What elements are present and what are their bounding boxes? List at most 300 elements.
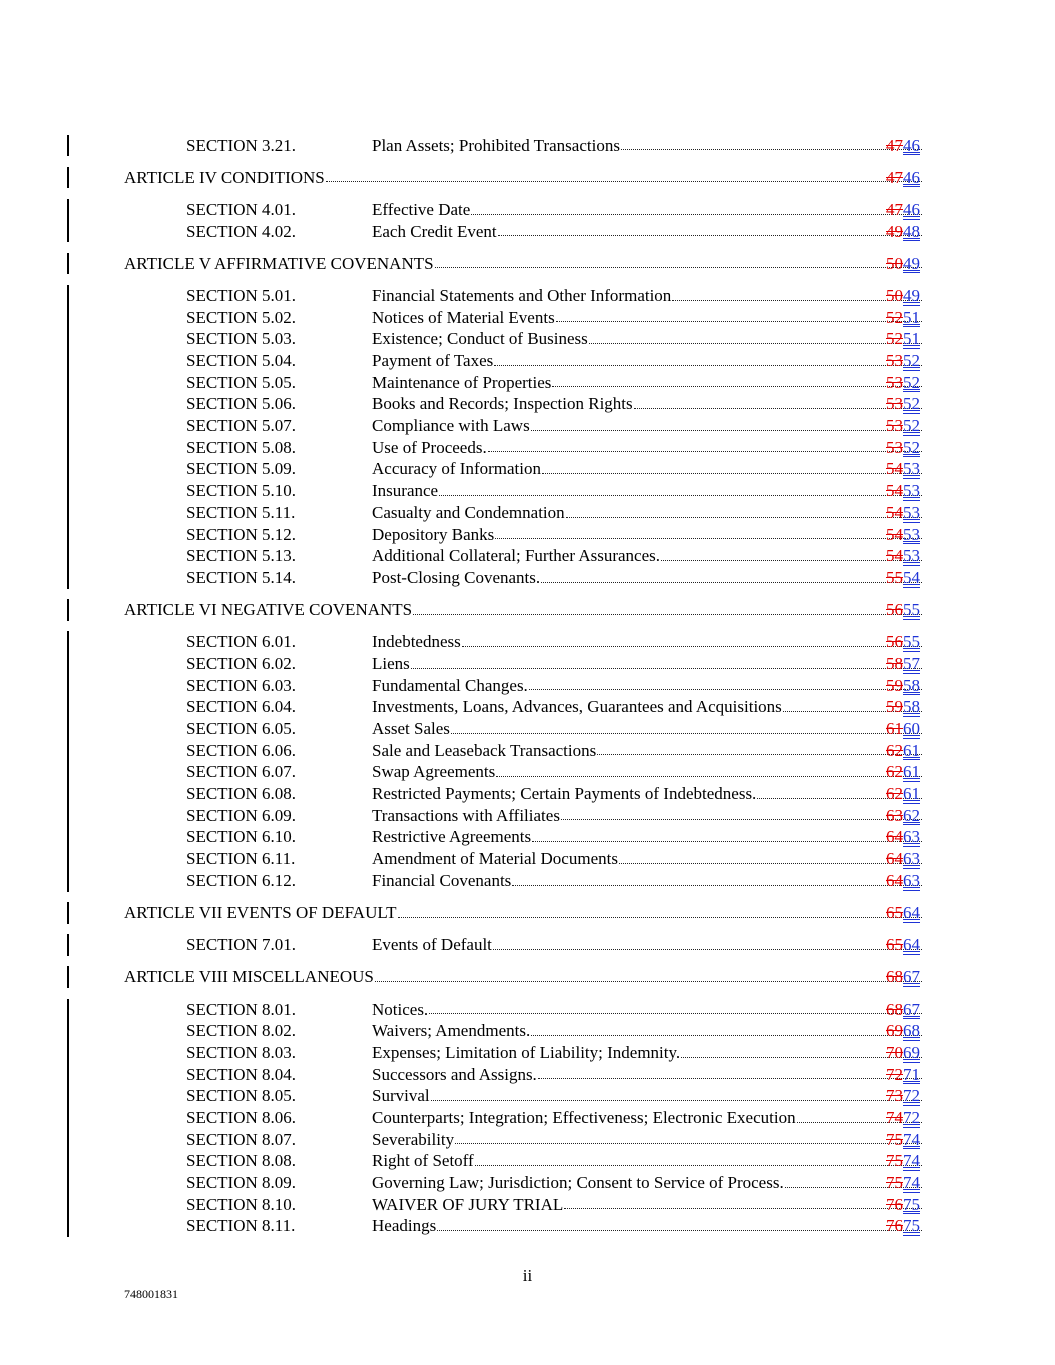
toc-section-row [0, 524, 1055, 546]
page-reference[interactable] [886, 135, 926, 157]
title-leader [372, 740, 923, 762]
deleted-page-number: 64 [886, 849, 903, 869]
section-number: SECTION 5.11. [186, 502, 296, 522]
section-title: Restrictive Agreements [372, 827, 532, 847]
dot-leader [462, 642, 922, 647]
article-title: ARTICLE VII EVENTS OF DEFAULT [124, 903, 397, 922]
section-title: Asset Sales [372, 719, 450, 738]
title-leader [372, 1129, 923, 1151]
dot-leader [435, 263, 922, 268]
toc-section-row [0, 696, 1055, 718]
change-bar [67, 902, 69, 924]
title-leader [372, 135, 923, 157]
section-number: SECTION 8.06. [186, 1108, 297, 1127]
title-leader [124, 253, 923, 275]
inserted-page-number[interactable]: 55 [903, 600, 920, 620]
page-reference[interactable] [886, 253, 926, 275]
dot-leader [621, 145, 922, 150]
title-leader [372, 653, 923, 675]
change-bar [67, 934, 69, 956]
title-leader [372, 675, 923, 697]
title-leader [124, 599, 923, 621]
page-reference[interactable] [886, 902, 926, 924]
inserted-page-number[interactable]: 74 [903, 1151, 920, 1171]
inserted-page-number[interactable]: 52 [903, 351, 920, 370]
toc-article-row [0, 966, 1055, 988]
dot-leader [556, 317, 922, 322]
inserted-page-number[interactable]: 63 [903, 849, 920, 869]
toc-section-row [0, 415, 1055, 437]
page-reference[interactable] [886, 696, 926, 718]
deleted-page-number: 76 [886, 1194, 903, 1214]
inserted-page-number[interactable]: 53 [903, 524, 920, 544]
title-leader [372, 870, 923, 892]
dot-leader [413, 610, 922, 615]
deleted-page-number: 53 [886, 351, 903, 370]
page-reference[interactable] [886, 740, 926, 762]
page-reference[interactable] [886, 675, 926, 697]
inserted-page-number[interactable]: 67 [903, 967, 920, 987]
table-of-contents [0, 124, 1055, 1237]
section-number: SECTION 8.08. [186, 1151, 297, 1171]
inserted-page-number[interactable]: 53 [903, 481, 920, 501]
section-title: Plan Assets; Prohibited Transactions [372, 135, 620, 155]
toc-section-row [0, 545, 1055, 567]
page-reference[interactable] [886, 1064, 926, 1086]
title-leader [372, 372, 923, 394]
inserted-page-number[interactable]: 53 [903, 459, 920, 479]
deleted-page-number: 75 [886, 1129, 903, 1149]
section-title: Casualty and Condemnation [372, 502, 565, 522]
change-bar [67, 210, 69, 242]
deleted-page-number: 64 [886, 870, 903, 890]
toc-section-row [0, 826, 1055, 848]
title-leader [372, 718, 923, 740]
page-reference[interactable] [886, 1172, 926, 1194]
dot-leader [531, 426, 922, 431]
section-number: SECTION 6.07. [186, 762, 297, 782]
deleted-page-number: 61 [886, 719, 903, 738]
dot-leader [566, 513, 922, 518]
inserted-page-number[interactable]: 72 [903, 1086, 920, 1106]
deleted-page-number: 54 [886, 502, 903, 522]
page-reference[interactable] [886, 653, 926, 675]
section-number: SECTION 6.11. [186, 849, 296, 869]
section-title: Notices of Material Events [372, 307, 555, 327]
toc-article-row [0, 599, 1055, 621]
change-bar [67, 1205, 69, 1237]
inserted-page-number[interactable]: 49 [903, 253, 920, 273]
deleted-page-number: 65 [886, 903, 903, 922]
article-title: ARTICLE IV CONDITIONS [124, 167, 325, 187]
inserted-page-number[interactable]: 52 [903, 437, 920, 457]
inserted-page-number[interactable]: 61 [903, 784, 920, 804]
title-leader [124, 966, 923, 988]
section-number: SECTION 6.02. [186, 653, 297, 673]
deleted-page-number: 53 [886, 372, 903, 392]
toc-section-row [0, 653, 1055, 675]
section-title: Right of Setoff [372, 1151, 474, 1171]
section-number: SECTION 5.02. [186, 307, 297, 327]
title-leader [372, 524, 923, 546]
section-title: Accuracy of Information [372, 459, 541, 479]
toc-section-row [0, 718, 1055, 740]
section-number: SECTION 6.10. [186, 827, 297, 847]
section-number: SECTION 6.09. [186, 805, 297, 825]
deleted-page-number: 76 [886, 1216, 903, 1236]
dot-leader [431, 1096, 922, 1101]
toc-section-row [0, 848, 1055, 870]
title-leader [372, 221, 923, 243]
section-number: SECTION 5.01. [186, 285, 297, 305]
inserted-page-number[interactable]: 46 [903, 135, 920, 155]
section-title: Amendment of Material Documents [372, 849, 618, 869]
deleted-page-number: 63 [886, 805, 903, 825]
title-leader [372, 1150, 923, 1172]
dot-leader [589, 339, 922, 344]
inserted-page-number[interactable]: 67 [903, 999, 920, 1019]
section-title: Successors and Assigns. [372, 1064, 537, 1084]
toc-section-row [0, 221, 1055, 243]
toc-section-row [0, 999, 1055, 1021]
section-number: SECTION 3.21. [186, 135, 297, 155]
inserted-page-number[interactable]: 74 [903, 1129, 920, 1149]
page-reference[interactable] [886, 1020, 926, 1042]
section-number: SECTION 8.11. [186, 1216, 296, 1236]
deleted-page-number: 54 [886, 459, 903, 479]
title-leader [372, 437, 923, 459]
dot-leader [455, 1139, 922, 1144]
page-reference[interactable] [886, 999, 926, 1021]
inserted-page-number[interactable]: 61 [903, 740, 920, 760]
section-title: Investments, Loans, Advances, Guarantees and Acquisitions [372, 697, 782, 717]
section-number: SECTION 5.03. [186, 329, 297, 349]
inserted-page-number[interactable]: 63 [903, 870, 920, 890]
page-reference[interactable] [886, 167, 926, 189]
inserted-page-number[interactable]: 69 [903, 1042, 920, 1062]
page-reference[interactable] [886, 285, 926, 307]
page-number: ii [522, 1266, 533, 1285]
page-reference[interactable] [886, 545, 926, 567]
section-title: Payment of Taxes [372, 351, 494, 370]
deleted-page-number: 59 [886, 675, 903, 695]
page-reference[interactable] [886, 631, 926, 653]
title-leader [372, 1085, 923, 1107]
deleted-page-number: 64 [886, 827, 903, 847]
section-title: Notices. [372, 999, 429, 1019]
toc-section-row [0, 1150, 1055, 1172]
inserted-page-number[interactable]: 64 [903, 903, 920, 922]
inserted-page-number[interactable]: 71 [903, 1064, 920, 1084]
deleted-page-number: 54 [886, 481, 903, 501]
deleted-page-number: 74 [886, 1108, 903, 1127]
section-title: Financial Statements and Other Information [372, 285, 672, 305]
section-number: SECTION 6.03. [186, 675, 297, 695]
inserted-page-number[interactable]: 55 [903, 632, 920, 652]
page-reference[interactable] [886, 934, 926, 956]
article-title: ARTICLE VI NEGATIVE COVENANTS [124, 600, 413, 620]
inserted-page-number[interactable]: 52 [903, 394, 920, 414]
title-leader [372, 848, 923, 870]
page-reference[interactable] [886, 1107, 926, 1129]
inserted-page-number[interactable]: 64 [903, 935, 920, 955]
section-number: SECTION 6.04. [186, 697, 297, 717]
inserted-page-number[interactable]: 52 [903, 416, 920, 436]
toc-section-row [0, 458, 1055, 480]
page-reference[interactable] [886, 458, 926, 480]
section-number: SECTION 4.01. [186, 199, 297, 219]
inserted-page-number[interactable]: 53 [903, 546, 920, 566]
section-number: SECTION 5.08. [186, 437, 297, 457]
inserted-page-number[interactable]: 72 [903, 1108, 920, 1127]
page-reference[interactable] [886, 221, 926, 243]
deleted-page-number: 52 [886, 307, 903, 327]
section-title: Headings [372, 1216, 437, 1236]
toc-section-row [0, 1085, 1055, 1107]
section-number: SECTION 5.05. [186, 372, 297, 392]
section-title: Sale and Leaseback Transactions [372, 740, 597, 760]
page-reference[interactable] [886, 1150, 926, 1172]
section-title: Maintenance of Properties [372, 372, 552, 392]
title-leader [124, 902, 923, 924]
section-title: Survival [372, 1086, 430, 1106]
inserted-page-number[interactable]: 49 [903, 285, 920, 305]
inserted-page-number[interactable]: 58 [903, 675, 920, 695]
inserted-page-number[interactable]: 68 [903, 1021, 920, 1041]
deleted-page-number: 65 [886, 935, 903, 955]
inserted-page-number[interactable]: 46 [903, 199, 920, 219]
title-leader [372, 783, 923, 805]
deleted-page-number: 75 [886, 1151, 903, 1171]
title-leader [372, 285, 923, 307]
section-number: SECTION 5.10. [186, 481, 297, 501]
dot-leader [512, 881, 922, 886]
section-number: SECTION 8.04. [186, 1064, 297, 1084]
deleted-page-number: 62 [886, 762, 903, 782]
change-bar [67, 556, 69, 588]
toc-section-row [0, 567, 1055, 589]
toc-section-row [0, 1129, 1055, 1151]
change-bar [67, 167, 69, 189]
section-number: SECTION 6.06. [186, 740, 297, 760]
change-bar [67, 135, 69, 157]
section-number: SECTION 5.09. [186, 459, 297, 479]
change-bar [67, 253, 69, 275]
page-reference[interactable] [886, 1215, 926, 1237]
title-leader [372, 631, 923, 653]
deleted-page-number: 53 [886, 394, 903, 414]
section-number: SECTION 6.01. [186, 632, 297, 652]
section-number: SECTION 6.12. [186, 870, 297, 890]
document-id: 748001831 [124, 1287, 178, 1301]
page-reference[interactable] [886, 524, 926, 546]
page-reference[interactable] [886, 372, 926, 394]
toc-section-row [0, 1020, 1055, 1042]
page-reference[interactable] [886, 502, 926, 524]
page-reference[interactable] [886, 350, 926, 372]
page-reference[interactable] [886, 826, 926, 848]
page-reference[interactable] [886, 718, 926, 740]
section-title: Governing Law; Jurisdiction; Consent to Service of Process. [372, 1173, 784, 1193]
inserted-page-number[interactable]: 52 [903, 372, 920, 392]
page-reference[interactable] [886, 783, 926, 805]
page-reference[interactable] [886, 805, 926, 827]
title-leader [372, 502, 923, 524]
dot-leader [439, 491, 922, 496]
section-number: SECTION 8.10. [186, 1194, 297, 1214]
inserted-page-number[interactable]: 51 [903, 329, 920, 349]
section-number: SECTION 5.06. [186, 394, 297, 414]
dot-leader [326, 177, 922, 182]
dot-leader [451, 729, 922, 734]
page-reference[interactable] [886, 480, 926, 502]
dot-leader [619, 859, 922, 864]
inserted-page-number[interactable]: 60 [903, 719, 920, 738]
section-number: SECTION 8.03. [186, 1042, 297, 1062]
section-title: Insurance [372, 481, 439, 501]
change-bar [67, 966, 69, 988]
toc-section-row [0, 631, 1055, 653]
page-reference[interactable] [886, 393, 926, 415]
deleted-page-number: 50 [886, 253, 903, 273]
title-leader [372, 199, 923, 221]
page-reference[interactable] [886, 328, 926, 350]
inserted-page-number[interactable]: 53 [903, 502, 920, 522]
toc-section-row [0, 437, 1055, 459]
page-reference[interactable] [886, 761, 926, 783]
dot-leader [531, 1031, 922, 1036]
section-number: SECTION 5.07. [186, 416, 297, 436]
section-title: Post-Closing Covenants. [372, 567, 541, 587]
dot-leader [398, 913, 922, 918]
section-title: Existence; Conduct of Business [372, 329, 588, 349]
deleted-page-number: 68 [886, 999, 903, 1019]
title-leader [372, 1172, 923, 1194]
page-reference[interactable] [886, 1085, 926, 1107]
deleted-page-number: 47 [886, 135, 903, 155]
dot-leader [498, 231, 922, 236]
deleted-page-number: 56 [886, 600, 903, 620]
dot-leader [411, 664, 922, 669]
deleted-page-number: 70 [886, 1042, 903, 1062]
inserted-page-number[interactable]: 62 [903, 805, 920, 825]
toc-section-row [0, 1172, 1055, 1194]
page-reference[interactable] [886, 966, 926, 988]
title-leader [372, 567, 923, 589]
toc-section-row [0, 307, 1055, 329]
inserted-page-number[interactable]: 46 [903, 167, 920, 187]
section-number: SECTION 8.02. [186, 1021, 297, 1041]
section-number: SECTION 6.05. [186, 719, 297, 738]
toc-section-row [0, 934, 1055, 956]
deleted-page-number: 47 [886, 199, 903, 219]
page-reference[interactable] [886, 199, 926, 221]
toc-article-row [0, 902, 1055, 924]
section-title: Effective Date [372, 199, 471, 219]
page-reference[interactable] [886, 870, 926, 892]
article-title: ARTICLE VIII MISCELLANEOUS [124, 967, 374, 987]
section-number: SECTION 7.01. [186, 935, 297, 955]
title-leader [372, 1042, 923, 1064]
toc-article-row [0, 167, 1055, 189]
toc-section-row [0, 328, 1055, 350]
deleted-page-number: 47 [886, 167, 903, 187]
section-title: Severability [372, 1129, 455, 1149]
title-leader [372, 328, 923, 350]
deleted-page-number: 53 [886, 416, 903, 436]
section-title: Each Credit Event [372, 221, 497, 241]
page-reference[interactable] [886, 1129, 926, 1151]
dot-leader [495, 534, 922, 539]
dot-leader [494, 361, 922, 366]
page-reference[interactable] [886, 307, 926, 329]
toc-section-row [0, 393, 1055, 415]
toc-section-row [0, 1042, 1055, 1064]
toc-section-row [0, 480, 1055, 502]
toc-section-row [0, 1064, 1055, 1086]
section-title: Expenses; Limitation of Liability; Indemnity. [372, 1042, 681, 1062]
deleted-page-number: 72 [886, 1064, 903, 1084]
deleted-page-number: 68 [886, 967, 903, 987]
inserted-page-number[interactable]: 51 [903, 307, 920, 327]
title-leader [372, 458, 923, 480]
inserted-page-number[interactable]: 63 [903, 827, 920, 847]
section-title: Books and Records; Inspection Rights [372, 394, 633, 414]
title-leader [372, 1194, 923, 1216]
title-leader [372, 999, 923, 1021]
article-title: ARTICLE V AFFIRMATIVE COVENANTS [124, 253, 434, 273]
inserted-page-number[interactable]: 54 [903, 567, 920, 587]
deleted-page-number: 56 [886, 632, 903, 652]
inserted-page-number[interactable]: 75 [903, 1194, 920, 1214]
inserted-page-number[interactable]: 48 [903, 221, 920, 241]
section-number: SECTION 5.14. [186, 567, 297, 587]
inserted-page-number[interactable]: 74 [903, 1173, 920, 1193]
dot-leader [493, 945, 922, 950]
deleted-page-number: 52 [886, 329, 903, 349]
title-leader [372, 1215, 923, 1237]
page-reference[interactable] [886, 1194, 926, 1216]
dot-leader [542, 469, 922, 474]
page-reference[interactable] [886, 567, 926, 589]
inserted-page-number[interactable]: 57 [903, 653, 920, 673]
toc-section-row [0, 1107, 1055, 1129]
page-reference[interactable] [886, 437, 926, 459]
dot-leader [552, 382, 922, 387]
title-leader [124, 167, 923, 189]
section-number: SECTION 6.08. [186, 784, 297, 804]
toc-section-row [0, 350, 1055, 372]
page-reference[interactable] [886, 599, 926, 621]
section-number: SECTION 5.12. [186, 524, 297, 544]
page-reference[interactable] [886, 848, 926, 870]
page-reference[interactable] [886, 1042, 926, 1064]
title-leader [372, 393, 923, 415]
toc-section-row [0, 783, 1055, 805]
title-leader [372, 545, 923, 567]
page-reference[interactable] [886, 415, 926, 437]
section-title: Waivers; Amendments. [372, 1021, 531, 1041]
toc-section-row [0, 870, 1055, 892]
inserted-page-number[interactable]: 75 [903, 1216, 920, 1236]
toc-section-row [0, 285, 1055, 307]
inserted-page-number[interactable]: 58 [903, 697, 920, 717]
toc-section-row [0, 372, 1055, 394]
inserted-page-number[interactable]: 61 [903, 762, 920, 782]
section-number: SECTION 8.07. [186, 1129, 297, 1149]
dot-leader [564, 1204, 922, 1209]
section-number: SECTION 8.09. [186, 1173, 297, 1193]
